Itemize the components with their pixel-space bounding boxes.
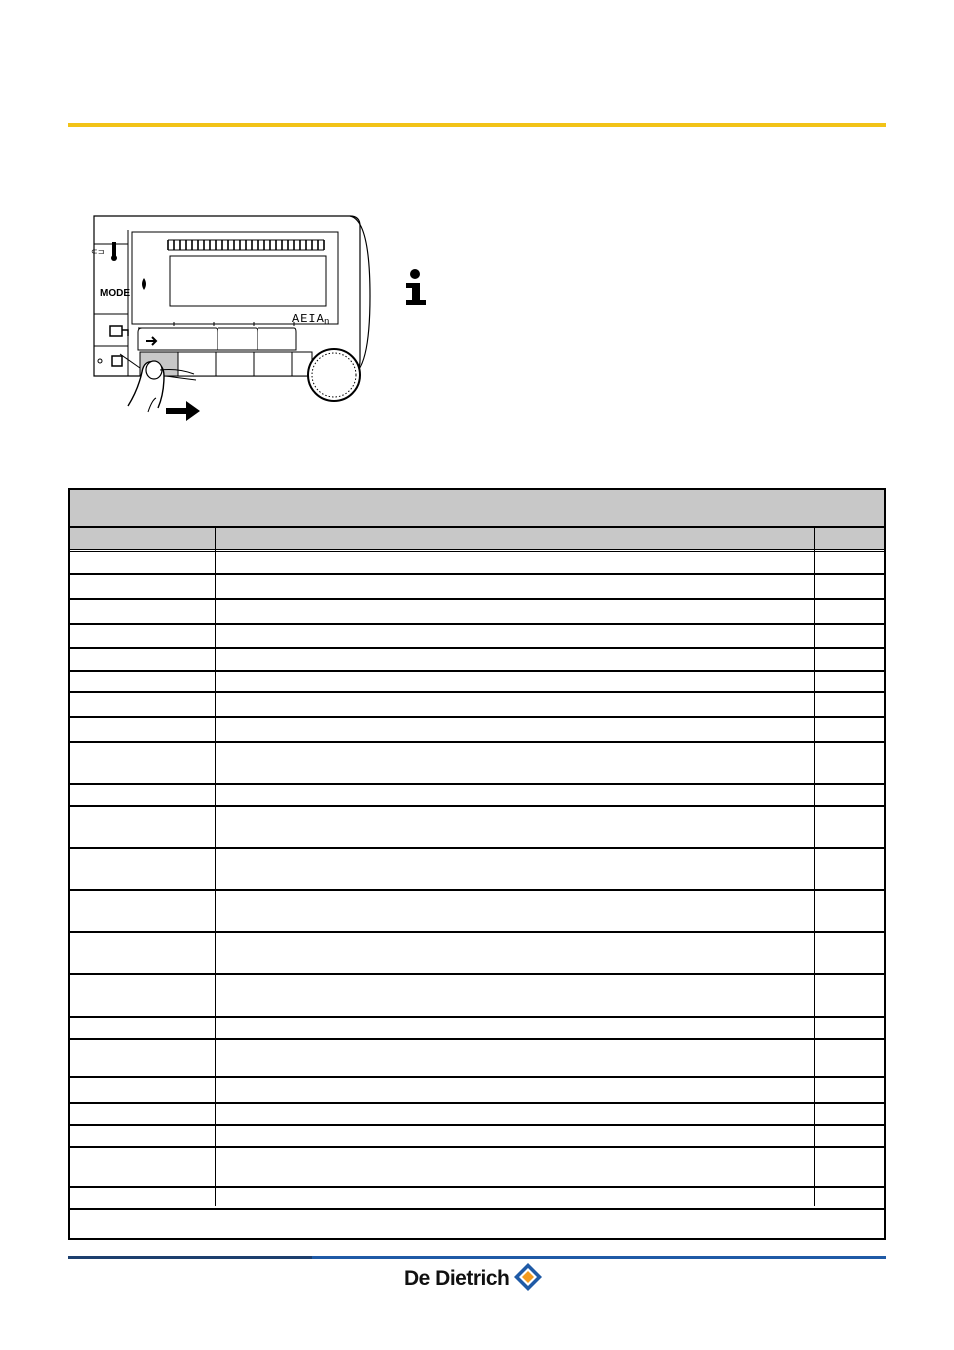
svg-text:⊂⊐: ⊂⊐ [91,247,105,256]
table-row [70,741,884,743]
control-panel-illustration [88,210,378,430]
table-row [70,623,884,625]
column-divider [814,528,815,1206]
footer-rule-blue [312,1256,886,1259]
table-row [70,783,884,785]
parameter-table [68,488,886,1240]
timeline-ticks [168,240,324,250]
table-row [70,647,884,649]
table-row [70,973,884,975]
table-row [70,1124,884,1126]
table-row [70,716,884,718]
table-row [70,1038,884,1040]
table-row [70,805,884,807]
info-icon [403,268,429,308]
column-divider [215,528,216,1206]
table-row [70,889,884,891]
table-row [70,1102,884,1104]
header-accent-rule [68,123,886,127]
display-code: AEIA [292,312,325,326]
table-row [70,1016,884,1018]
table-row [70,691,884,693]
table-row [70,931,884,933]
table-row [70,551,884,552]
table-row [70,847,884,849]
brand-logo [404,1262,544,1296]
direction-arrow-icon [166,401,200,421]
table-footnote-row [70,1206,884,1238]
table-row [70,1146,884,1148]
table-row [70,1076,884,1078]
table-header-row [70,528,884,550]
display-code-suffix: n [324,317,330,327]
footer-rule-dark [68,1256,312,1259]
table-title-row [70,490,884,528]
mode-label: MODE [100,288,130,299]
table-row [70,670,884,672]
table-row [70,598,884,600]
rotary-knob [308,349,360,401]
table-row [70,1186,884,1188]
table-row [70,573,884,575]
brand-name: De Dietrich [404,1267,510,1290]
brand-diamond-icon [512,1261,544,1298]
